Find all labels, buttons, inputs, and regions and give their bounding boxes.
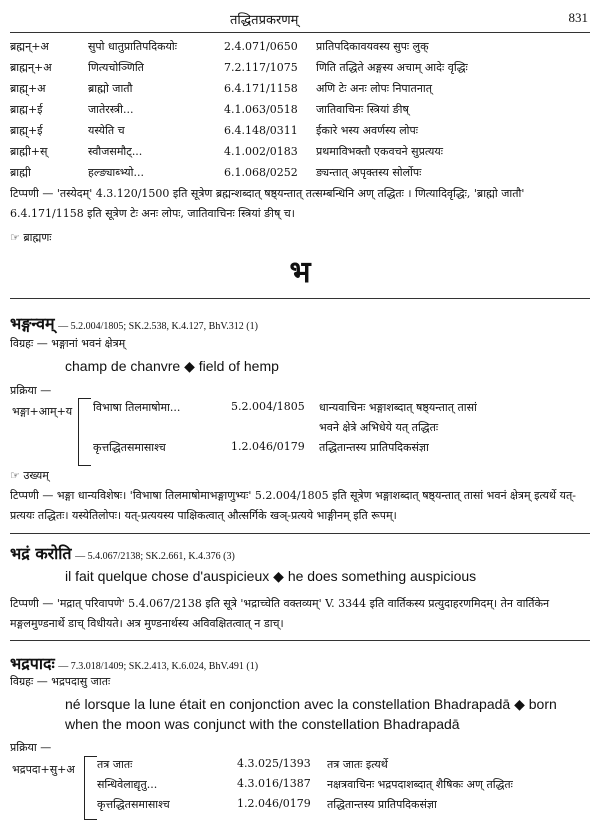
gloss-cell: भवने क्षेत्रे अभिधेये यत् तद्धितः: [319, 421, 439, 434]
page-header: [0, 10, 600, 32]
ref-cell: 4.3.025/1393: [237, 757, 311, 770]
entry-references: — 7.3.018/1409; SK.2.413, K.6.024, BhV.491 (1): [58, 661, 259, 672]
sutra-cell: स्वौजसमौट्...: [88, 145, 143, 158]
sutra-cell: विभाषा तिलमाषोमा...: [93, 401, 181, 414]
entry-heading: [10, 542, 235, 564]
sutra-cell: [93, 420, 231, 440]
form-cell: ब्राह्म्+अ: [10, 82, 46, 95]
translation: [65, 356, 585, 376]
prakriya-label: प्रक्रिया —: [10, 741, 52, 754]
prakriya-label: प्रक्रिया —: [10, 384, 52, 397]
process-form: भङ्गा+आम्+य: [12, 405, 73, 418]
commentary-note: टिप्पणी — भङ्गा धान्यविशेषः। 'विभाषा तिलमाषोमाभङ्गाणुभ्यः' 5.2.004/1805 इति सूत्रेण भङ्गाशब्दात् षष्ठ्यन्तात् तासां भवनं क्षेत्रम् इत्यर्थे यत्-प्रत्ययः तद्धितः। यस्येतिलोपः। यत्-प्रत्ययस्य पाक्षिकत्वात् औत्सर्गिके खञ्-प्रत्यये भाङ्गीनम् इति रूपम्।: [10, 489, 576, 522]
gloss-cell: ङ्यन्तात् अपृक्तस्य सोर्लोपः: [316, 166, 422, 179]
process-form: भद्रपदा+सु+अ: [12, 763, 75, 776]
process-table: [97, 757, 513, 817]
headword: भद्रपादः: [10, 654, 55, 673]
vigraha-text: भङ्गानां भवनं क्षेत्रम्: [51, 337, 126, 350]
sutra-cell: कृत्तद्धितसमासाश्च: [97, 798, 170, 811]
translation: [65, 694, 585, 734]
table-row: [10, 120, 590, 141]
english-gloss: field of hemp: [198, 358, 279, 374]
table-row: [97, 777, 513, 797]
french-gloss: il fait quelque chose d'auspicieux: [65, 568, 270, 584]
gloss-cell: अणि टेः अनः लोपः निपातनात्: [316, 82, 433, 95]
entry-references: — 5.4.067/2138; SK.2.661, K.4.376 (3): [75, 551, 235, 562]
vigraha-line: [10, 674, 110, 689]
gloss-cell: णिति तद्धिते अङ्गस्य अचाम् आदेः वृद्धिः: [316, 61, 468, 74]
french-gloss: champ de chanvre: [65, 358, 181, 374]
table-row: [93, 440, 477, 460]
cross-reference-word: ब्राह्मणः: [23, 231, 52, 244]
entry-divider: [10, 533, 590, 534]
sutra-cell: ब्राह्मो जातौ: [88, 82, 133, 95]
derivation-table: [10, 36, 590, 183]
sutra-cell: हल्ङ्याब्भ्यो...: [88, 166, 144, 179]
ref-cell: [231, 420, 319, 440]
commentary-note: टिप्पणी — 'मद्रात् परिवापणे' 5.4.067/2138 इति सूत्रे 'भद्राच्चेति वक्तव्यम्' V. 3344 इति वार्तिकस्य प्रत्युदाहरणमिदम्। तेन वार्तिकेन मङ्गलमुण्डनार्थे डाच् विधीयते। अत्र मुण्डनार्थस्य अविवक्षितत्वात् न डाच्।: [10, 597, 550, 630]
vigraha-label: विग्रहः —: [10, 675, 48, 688]
entry-references: — 5.2.004/1805; SK.2.538, K.4.127, BhV.312 (1): [58, 321, 258, 332]
ref-cell: 7.2.117/1075: [224, 61, 298, 74]
headword: भङ्गन्वम्: [10, 314, 55, 333]
diamond-separator-icon: ◆: [184, 358, 195, 374]
ref-cell: 6.4.171/1158: [224, 82, 298, 95]
gloss-cell: धान्यवाचिनः भङ्गाशब्दात् षष्ठ्यन्तात् तासां: [319, 401, 477, 414]
sutra-cell: जातेरस्त्री...: [88, 103, 134, 116]
pointing-hand-icon: ☞: [10, 469, 20, 482]
table-row: [10, 57, 590, 78]
sutra-cell: सन्धिवेलाद्यृतु...: [97, 778, 158, 791]
table-row: [10, 99, 590, 120]
process-brace: [84, 756, 97, 820]
english-gloss: he does something auspicious: [287, 568, 477, 584]
gloss-cell: ईकारे भस्य अवर्णस्य लोपः: [316, 124, 418, 137]
gloss-cell: तद्धितान्तस्य प्रातिपदिकसंज्ञा: [327, 798, 437, 811]
entry-heading: [10, 652, 258, 674]
entry-divider: [10, 640, 590, 641]
headword: भद्रं करोति: [10, 544, 72, 563]
pointing-hand-icon: ☞: [10, 231, 20, 244]
entry-divider: [10, 298, 590, 299]
gloss-cell: नक्षत्रवाचिनः भद्रपदाशब्दात् शैषिकः अण् तद्धितः: [327, 778, 513, 791]
ref-cell: 6.1.068/0252: [224, 166, 298, 179]
gloss-cell: प्रातिपदिकावयवस्य सुपः लुक्: [316, 40, 429, 53]
vigraha-label: विग्रहः —: [10, 337, 48, 350]
table-row: [10, 78, 590, 99]
running-title: तद्धितप्रकरणम्: [230, 13, 299, 28]
page-number: 831: [568, 10, 588, 25]
form-cell: ब्राह्मी: [10, 166, 31, 179]
commentary-note: टिप्पणी — 'तस्येदम्' 4.3.120/1500 इति सूत्रेण ब्रह्मन्शब्दात् षष्ठ्यन्तात् तत्सम्बन्धिनि अण् तद्धितः । णित्यादिवृद्धिः, 'ब्राह्मो जातौ' 6.4.171/1158 इति सूत्रेण टेः अनः लोपः, जातिवाचिनः स्त्रियां ङीष् च।: [10, 187, 525, 220]
table-row: [93, 420, 477, 440]
ref-cell: 4.3.016/1387: [237, 777, 311, 790]
ref-cell: 1.2.046/0179: [231, 440, 305, 453]
ref-cell: 1.2.046/0179: [237, 797, 311, 810]
gloss-cell: तद्धितान्तस्य प्रातिपदिकसंज्ञा: [319, 441, 429, 454]
diamond-separator-icon: ◆: [273, 568, 284, 584]
cross-reference-word: उख्यम्: [23, 469, 49, 482]
ref-cell: 2.4.071/0650: [224, 40, 298, 53]
gloss-cell: प्रथमाविभक्तौ एकवचने सुप्रत्ययः: [316, 145, 444, 158]
table-row: [97, 757, 513, 777]
form-cell: ब्राह्मन्+अ: [10, 61, 52, 74]
table-row: [93, 400, 477, 420]
sutra-cell: सुपो धातुप्रातिपदिकयोः: [88, 40, 177, 53]
ref-cell: 4.1.002/0183: [224, 145, 298, 158]
form-cell: ब्राह्म्+ई: [10, 124, 43, 137]
form-cell: ब्राह्म+ई: [10, 103, 43, 116]
table-row: [10, 36, 590, 57]
table-row: [97, 797, 513, 817]
sutra-cell: कृत्तद्धितसमासाश्च: [93, 441, 166, 454]
ref-cell: 4.1.063/0518: [224, 103, 298, 116]
form-cell: ब्राह्मी+स्: [10, 145, 48, 158]
sutra-cell: यस्येति च: [88, 124, 125, 137]
section-letter: भ: [289, 255, 311, 290]
english-gloss: born when the moon was conjunct with the constellation Bhadrapadā: [65, 696, 557, 732]
vigraha-text: भद्रपदासु जातः: [51, 675, 111, 688]
translation: [65, 566, 585, 586]
entry-heading: [10, 312, 258, 334]
gloss-cell: तत्र जातः इत्यर्थे: [327, 758, 388, 771]
sutra-cell: णित्यचोञ्णिति: [88, 61, 144, 74]
vigraha-line: [10, 336, 125, 351]
header-rule: [10, 32, 590, 33]
ref-cell: 5.2.004/1805: [231, 400, 305, 413]
table-row: [10, 162, 590, 183]
cross-reference: [10, 230, 52, 245]
process-brace: [78, 398, 91, 466]
diamond-separator-icon: ◆: [514, 696, 525, 712]
cross-reference: [10, 468, 49, 483]
ref-cell: 6.4.148/0311: [224, 124, 298, 137]
french-gloss: né lorsque la lune était en conjonction avec la constellation Bhadrapadā: [65, 696, 511, 712]
table-row: [10, 141, 590, 162]
process-table: [93, 400, 477, 460]
gloss-cell: जातिवाचिनः स्त्रियां ङीष्: [316, 103, 409, 116]
sutra-cell: तत्र जातः: [97, 758, 133, 771]
form-cell: ब्रह्मन्+अ: [10, 40, 49, 53]
